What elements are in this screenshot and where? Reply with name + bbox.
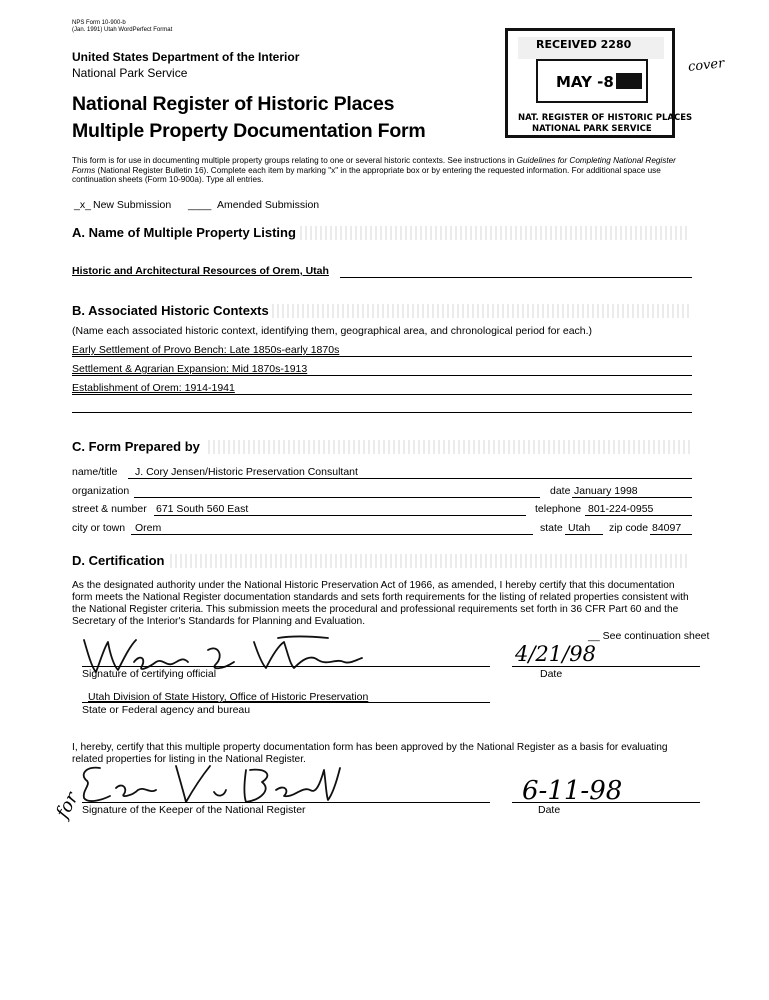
stamp-register: NAT. REGISTER OF HISTORIC PLACES (518, 113, 693, 123)
certification-date: 4/21/98 (515, 642, 596, 666)
handwritten-initials: for (52, 788, 83, 822)
stamp-date: MAY -8 (556, 73, 614, 91)
name-title-label: name/title (72, 466, 118, 478)
keeper-certification-statement: I, hereby, certify that this multiple property documentation form has been approved by the National Register as a basis for evaluating related properties for listing in the National Register. (72, 742, 668, 765)
new-submission-label: New Submission (93, 199, 172, 211)
amended-submission-mark[interactable]: ____ (188, 199, 212, 211)
historic-context-3: Establishment of Orem: 1914-1941 (72, 382, 235, 394)
keeper-signature-label: Signature of the Keeper of the National Register (82, 804, 306, 816)
city-value: Orem (135, 522, 162, 534)
stamp-received: RECEIVED 2280 (536, 38, 632, 51)
instructions: This form is for use in documenting multiple property groups relating to one or several historic contexts. See instructions in Guidelines for Completing National Register Forms (National Register Bulletin 16). Complete each item by marking "x" in the appropriate box or by entering the requested information. For additional space use continuation sheets (Form 10-900a). Type all entries. (72, 156, 676, 185)
state-value: Utah (568, 522, 591, 534)
stamp-ink-blot (616, 73, 642, 89)
blank-context-line (72, 412, 692, 413)
date-label: date (550, 485, 571, 497)
form-title-line1: National Register of Historic Places (72, 93, 395, 115)
department-name: United States Department of the Interior (72, 50, 300, 64)
new-submission-mark[interactable]: _x_ (74, 199, 91, 211)
certification-statement: As the designated authority under the National Historic Preservation Act of 1966, as amended, I hereby certify that this documentation form meets the National Register documentation standards and sets forth requirements for the listing of related properties consistent with the National Register criteria. This submission meets the procedural and professional requirements set forth in 36 CFR Part 60 and the Secretary of the Interior's Standards for Planning and Evaluation. (72, 580, 689, 627)
stamp-service: NATIONAL PARK SERVICE (532, 124, 652, 134)
section-b-instruction: (Name each associated historic context, identifying them, geographical area, and chronological period for each.) (72, 325, 593, 337)
telephone-value: 801-224-0955 (588, 503, 654, 515)
form-title-line2: Multiple Property Documentation Form (72, 120, 426, 142)
historic-context-2: Settlement & Agrarian Expansion: Mid 1870s-1913 (72, 363, 308, 375)
section-d-heading: D. Certification (72, 553, 165, 568)
organization-label: organization (72, 485, 130, 497)
amended-submission-label: Amended Submission (217, 199, 320, 211)
zip-value: 84097 (652, 522, 682, 534)
state-label: state (540, 522, 563, 534)
certification-date-label: Date (540, 668, 563, 680)
zip-label: zip code (609, 522, 649, 534)
section-c-heading: C. Form Prepared by (72, 439, 200, 454)
keeper-date: 6-11-98 (522, 776, 623, 806)
form-version: (Jan. 1991) Utah WordPerfect Format (72, 27, 173, 33)
certifying-signature-label: Signature of certifying official (82, 668, 217, 680)
continuation-sheet[interactable]: __ See continuation sheet (588, 630, 710, 642)
city-label: city or town (72, 522, 126, 534)
form-number: NPS Form 10-900-b (72, 20, 126, 26)
state-agency-label: State or Federal agency and bureau (82, 704, 251, 716)
margin-note: cover (687, 56, 726, 75)
keeper-signature (76, 760, 356, 808)
state-agency-value: Utah Division of State History, Office of Historic Preservation (88, 691, 369, 703)
name-title-value: J. Cory Jensen/Historic Preservation Consultant (135, 466, 358, 478)
street-label: street & number (72, 503, 147, 515)
historic-context-1: Early Settlement of Provo Bench: Late 1850s-early 1870s (72, 344, 340, 356)
section-a-heading: A. Name of Multiple Property Listing (72, 225, 296, 240)
service-name: National Park Service (72, 66, 188, 80)
multiple-property-name: Historic and Architectural Resources of Orem, Utah (72, 265, 329, 277)
telephone-label: telephone (535, 503, 582, 515)
street-value: 671 South 560 East (156, 503, 249, 515)
keeper-date-label: Date (538, 804, 561, 816)
date-prepared: January 1998 (574, 485, 638, 497)
section-b-heading: B. Associated Historic Contexts (72, 303, 269, 318)
received-stamp (505, 28, 693, 138)
